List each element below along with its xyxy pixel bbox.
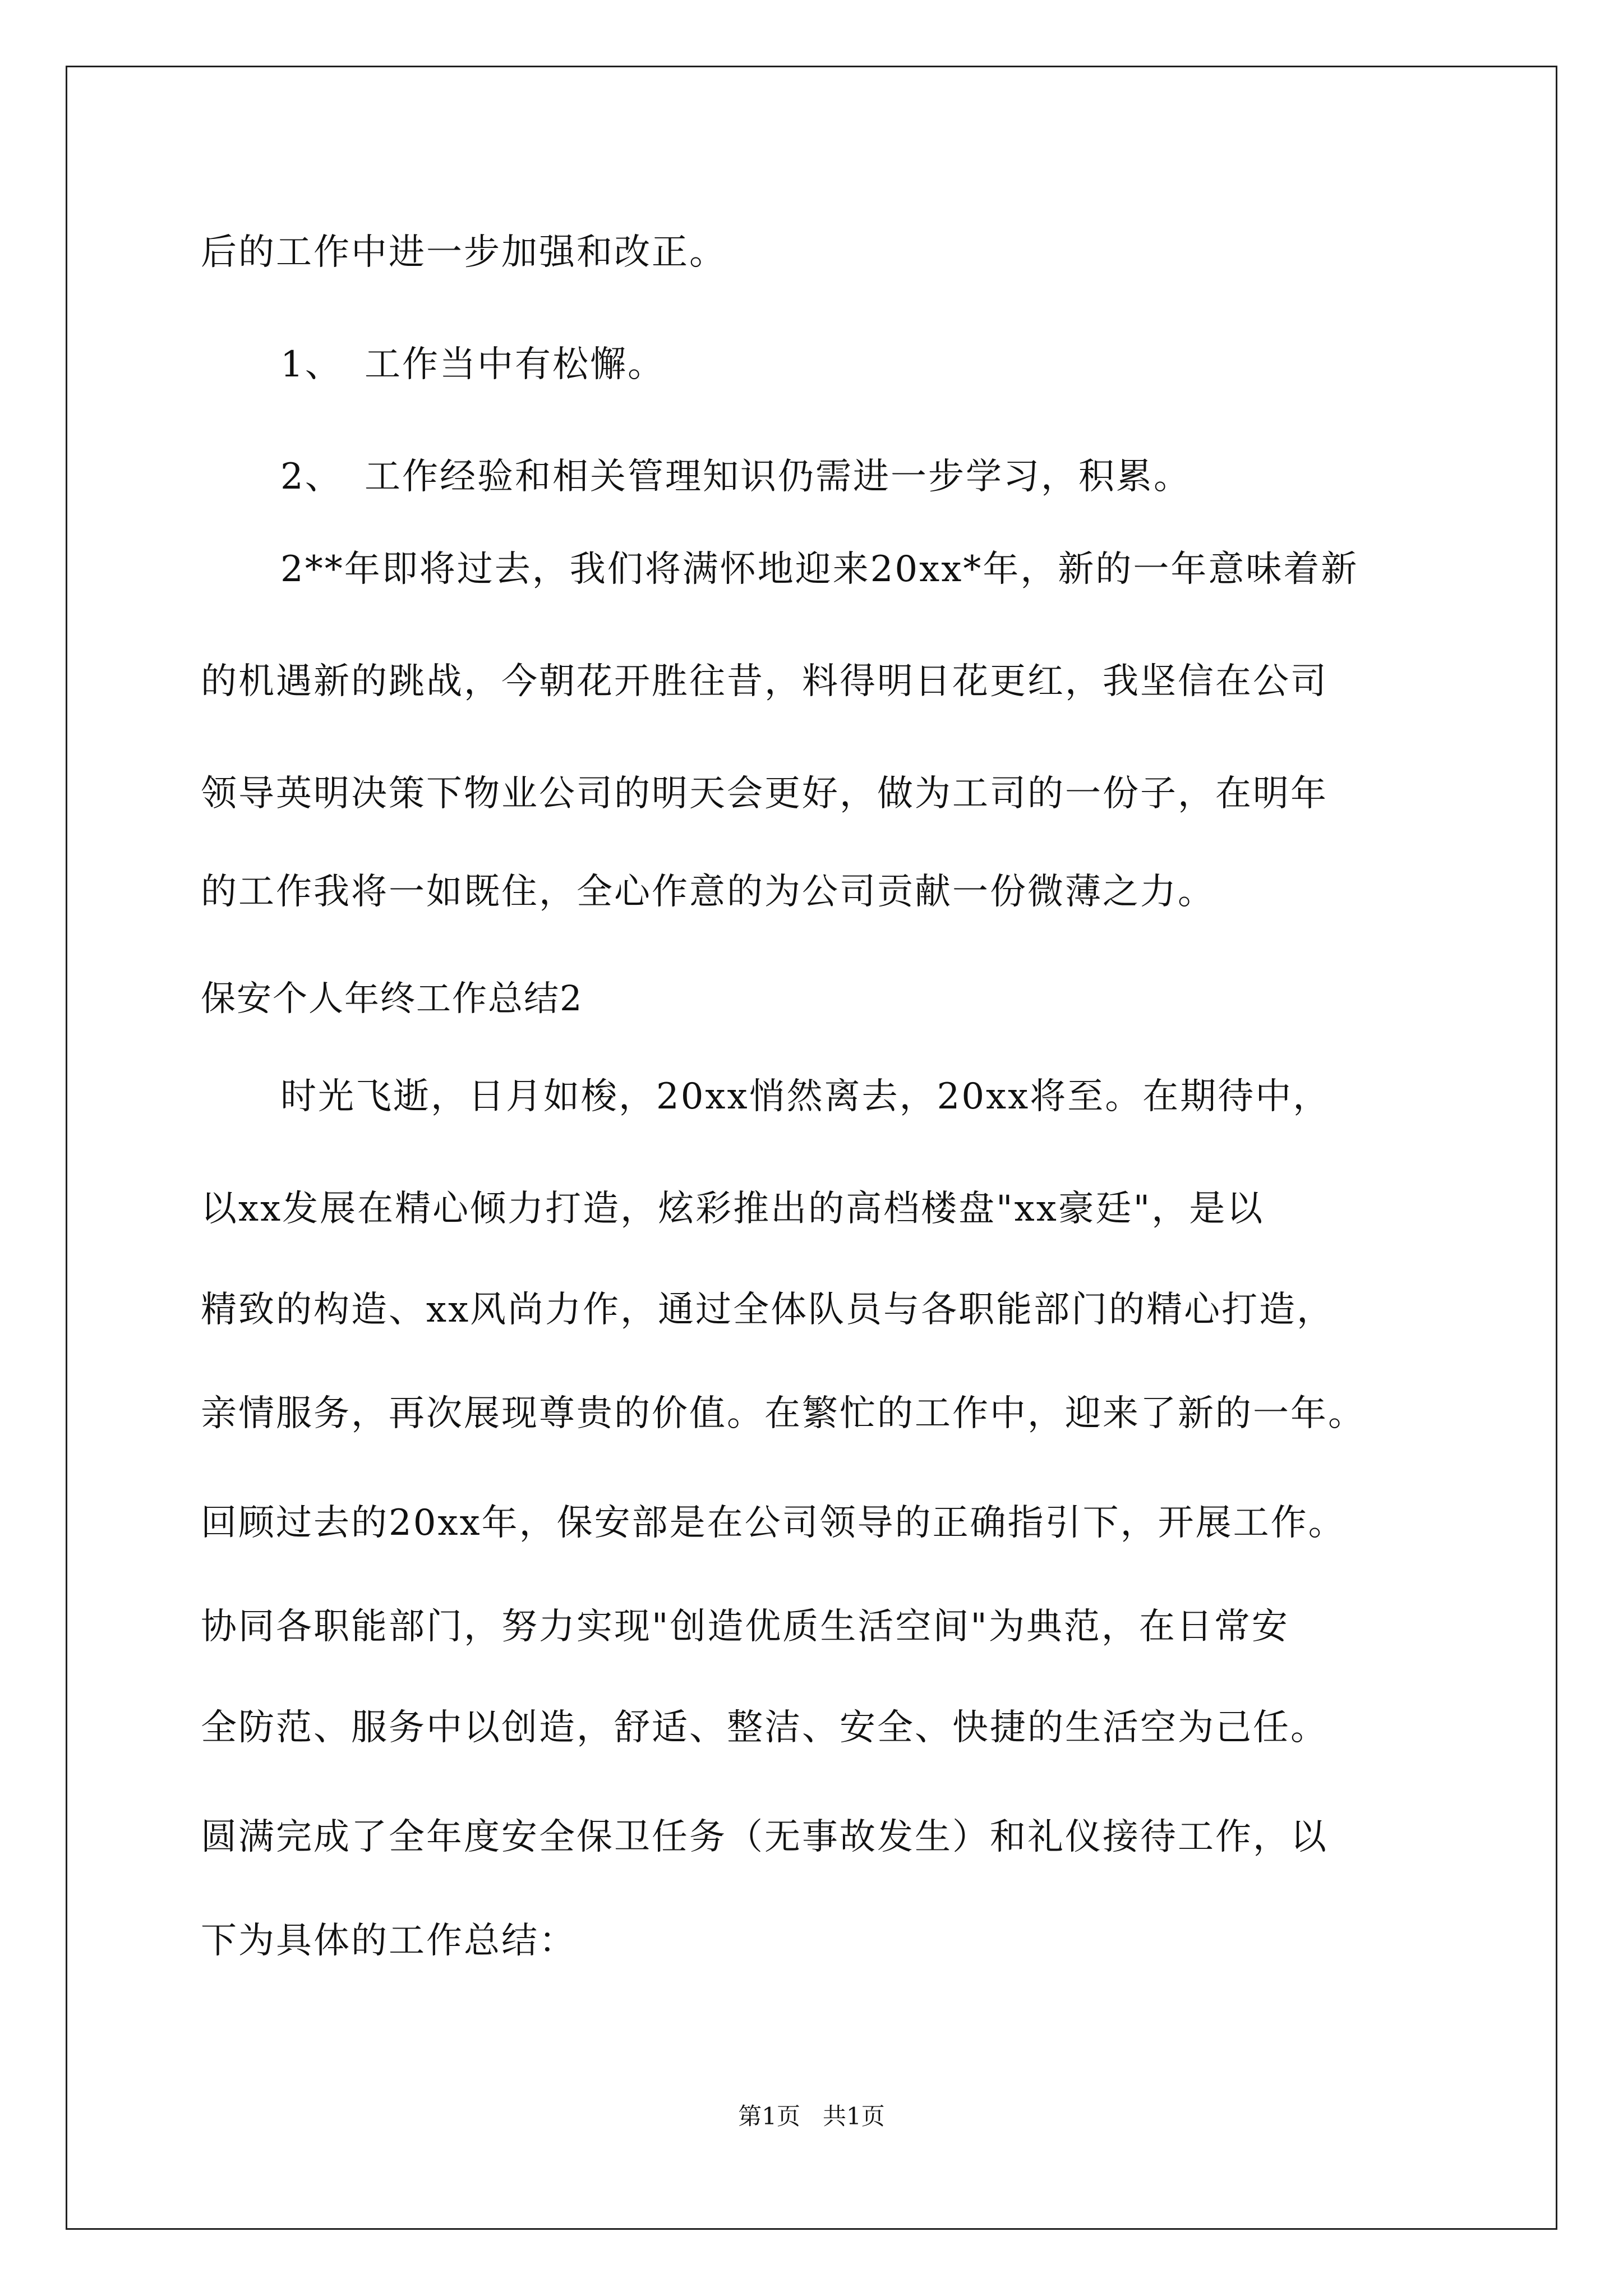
- body-text-line: 精致的构造、xx风尚力作，通过全体队员与各职能部门的精心打造，: [201, 1289, 1335, 1331]
- body-text-line: 圆满完成了全年度安全保卫任务（无事故发生）和礼仪接待工作，以: [201, 1816, 1328, 1858]
- body-text-line: 时光飞逝，日月如梭，20xx悄然离去，20xx将至。在期待中，: [280, 1076, 1331, 1117]
- body-text-line: 以xx发展在精心倾力打造，炫彩推出的高档楼盘"xx豪廷"，是以: [201, 1188, 1265, 1230]
- page-number-footer: 第1页 共1页: [738, 2102, 885, 2130]
- section-title: 保安个人年终工作总结2: [201, 978, 583, 1019]
- body-text-line: 协同各职能部门，努力实现"创造优质生活空间"为典范，在日常安: [201, 1606, 1289, 1648]
- body-text-line: 的机遇新的跳战，今朝花开胜往昔，料得明日花更红，我坚信在公司: [201, 661, 1328, 702]
- body-text-line: 后的工作中进一步加强和改正。: [201, 232, 727, 273]
- page-border: [66, 66, 1557, 2230]
- list-item-number: 2、: [280, 456, 343, 498]
- body-text-line: 的工作我将一如既住，全心作意的为公司贡献一份微薄之力。: [201, 871, 1215, 913]
- body-text-line: 回顾过去的20xx年，保安部是在公司领导的正确指引下，开展工作。: [201, 1502, 1346, 1544]
- body-text-line: 领导英明决策下物业公司的明天会更好，做为工司的一份子，在明年: [201, 773, 1328, 815]
- body-text-line: 2**年即将过去，我们将满怀地迎来20xx*年，新的一年意味着新: [280, 549, 1359, 590]
- body-text-line: 全防范、服务中以创造，舒适、整洁、安全、快捷的生活空为己任。: [201, 1707, 1328, 1749]
- list-item-text: 工作当中有松懈。: [365, 344, 665, 385]
- body-text-line: 亲情服务，再次展现尊贵的价值。在繁忙的工作中，迎来了新的一年。: [201, 1393, 1366, 1434]
- body-text-line: 下为具体的工作总结：: [201, 1920, 577, 1962]
- list-item-number: 1、: [280, 344, 343, 385]
- list-item-text: 工作经验和相关管理知识仍需进一步学习，积累。: [365, 456, 1191, 498]
